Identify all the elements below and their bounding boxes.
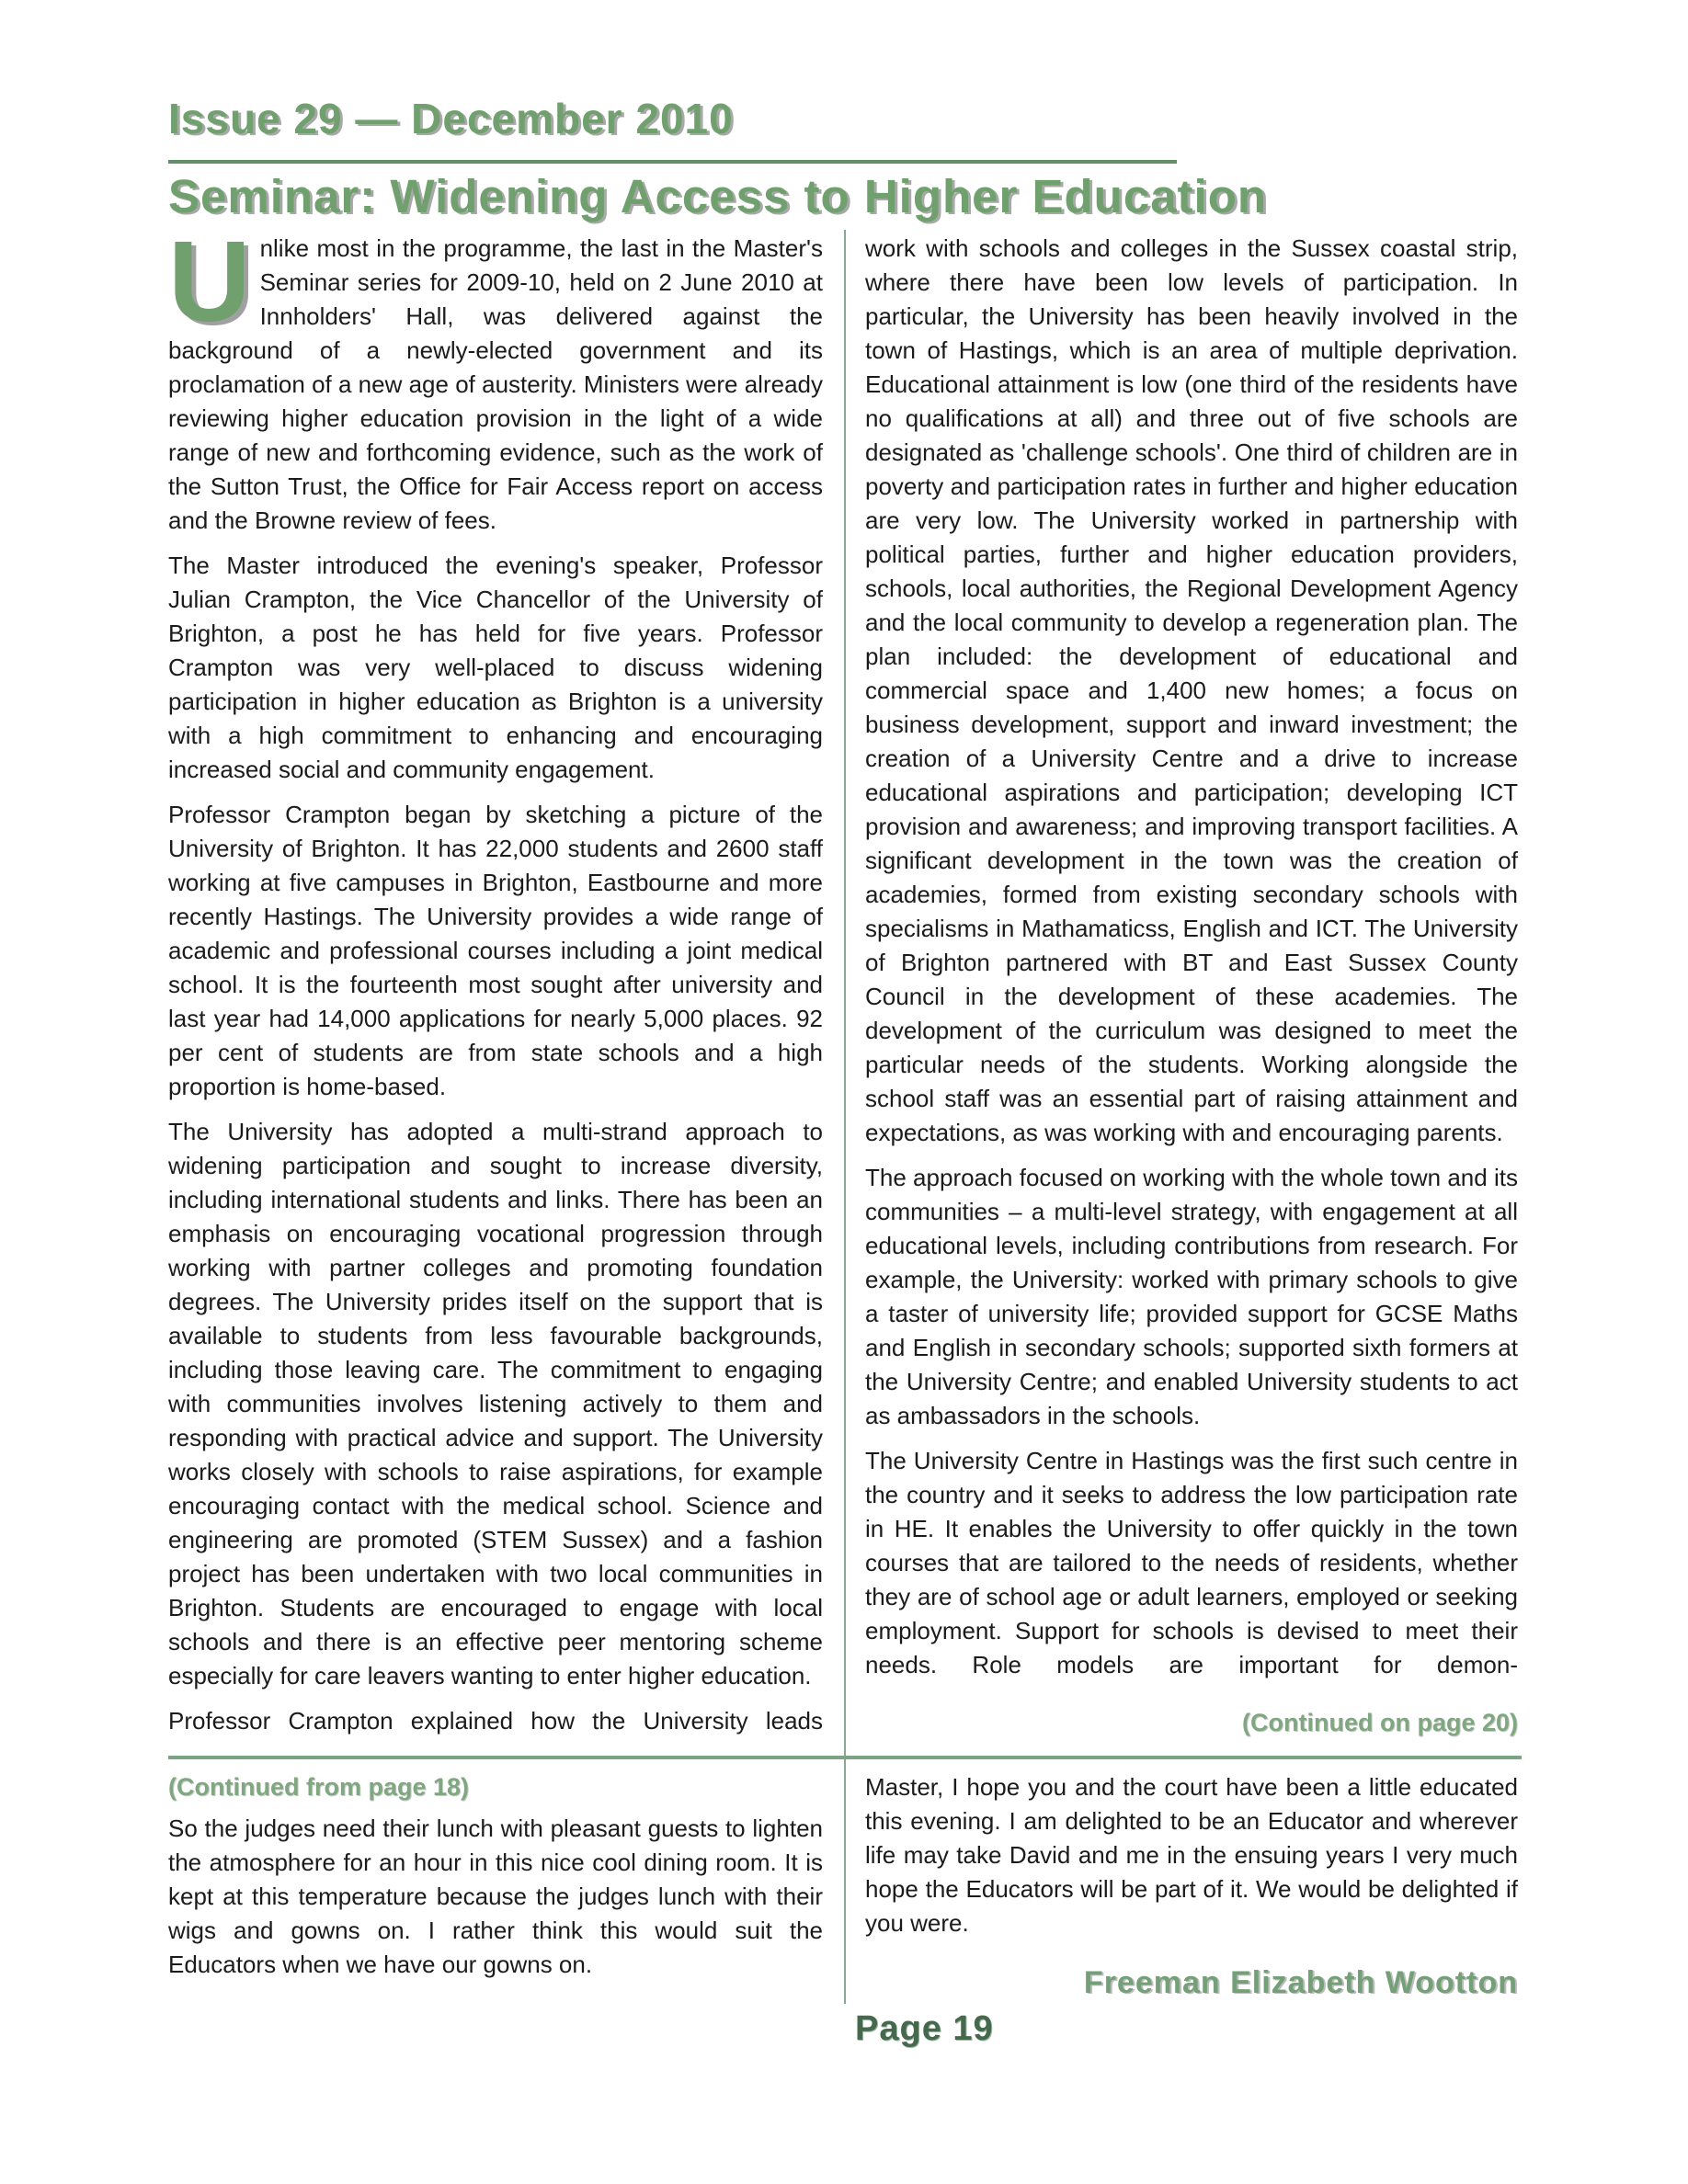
article-column-right: [865, 232, 1518, 1740]
header-rule: [168, 160, 1177, 164]
article-title: Seminar: Widening Access to Higher Education: [168, 170, 1268, 222]
paragraph: Master, I hope you and the court have been a little educated this evening. I am delighted to be an Educator and wherever life may take David and me in the ensuing years I very much hope the Educators will be part of it. We would be delighted if you were.: [865, 1773, 1518, 1937]
paragraph: Professor Crampton explained how the University leads: [168, 1707, 823, 1735]
article-column-left: [168, 219, 823, 1749]
paragraph: So the judges need their lunch with pleasant guests to lighten the atmosphere for an hour in this nice cool dining room. It is kept at this temperature because the judges lunch with their wigs and gowns on. I rather think this would suit the Educators when we have our gowns on.: [168, 1814, 823, 1978]
paragraph: The University has adopted a multi-strand approach to widening participation and sought to increase diversity, including international students and links. There has been an emphasis on encouraging vocational progression through working with partner colleges and promoting foundation degrees. The University prides itself on the support that is available to students from less favourable backgrounds, including those leaving care. The commitment to engaging with communities involves listening actively to them and responding with practical advice and support. The University works closely with schools to raise aspirations, for example encouraging contact with the medical school. Science and engineering are promoted (STEM Sussex) and a fashion project has been undertaken with two local communities in Brighton. Students are encouraged to engage with local schools and there is an effective peer mentoring scheme especially for care leavers wanting to enter higher education.: [168, 1118, 823, 1689]
paragraph: work with schools and colleges in the Sussex coastal strip, where there have been low levels of participation. In particular, the University has been heavily involved in the town of Hastings, which is an area of multiple deprivation. Educational attainment is low (one third of the residents have no qualifications at all) and three out of five schools are designated as 'challenge schools'. One third of children are in poverty and participation rates in further and higher education are very low. The University worked in partnership with political parties, further and higher education providers, schools, local authorities, the Regional Development Agency and the local community to develop a regeneration plan. The plan included: the development of educational and commercial space and 1,400 new homes; a focus on business development, support and inward investment; the creation of a University Centre and a drive to increase educational aspirations and participation; developing ICT provision and awareness; and improving transport facilities. A significant development in the town was the creation of academies, formed from existing secondary schools with specialisms in Mathamaticss, English and ICT. The University of Brighton partnered with BT and East Sussex County Council in the development of these academies. The development of the curriculum was designed to meet the particular needs of the students. Working alongside the school staff was an essential part of raising attainment and expectations, as was working with and encouraging parents.: [865, 234, 1518, 1146]
paragraph: The Master introduced the evening's speaker, Professor Julian Crampton, the Vice Chancellor of the University of Brighton, a post he has held for five years. Professor Crampton was very well-placed to discuss widening participation in higher education as Brighton is a university with a high commitment to enhancing and encouraging increased social and community engagement.: [168, 552, 823, 783]
paragraph: The University Centre in Hastings was the first such centre in the country and it seeks to address the low participation rate in HE. It enables the University to offer quickly in the town courses that are tailored to the needs of residents, whether they are of school age or adult learners, employed or seeking employment. Support for schools is devised to meet their needs. Role models are important for demon-: [865, 1447, 1518, 1678]
drop-cap: U: [168, 219, 251, 346]
paragraph: The approach focused on working with the whole town and its communities – a multi-level strategy, with engagement at all educational levels, including contributions from research. For example, the University: worked with primary schools to give a taster of university life; provided support for GCSE Maths and English in secondary schools; supported sixth formers at the University Centre; and enabled University students to act as ambassadors in the schools.: [865, 1164, 1518, 1429]
page-number: Page 19: [855, 2009, 994, 2048]
signature: Freeman Elizabeth Wootton: [1083, 1965, 1518, 2000]
continuation-column-left: [168, 1770, 823, 1982]
section-rule: [168, 1756, 1522, 1759]
issue-line: Issue 29 — December 2010: [168, 95, 734, 142]
paragraph-text: nlike most in the programme, the last in the Master's Seminar series for 2009-10, held on 2 June 2010 at Innholders' Hall, was delivered against the background of a newly-elected government and its proclamation of a new age of austerity. Ministers were already reviewing higher education provision in the light of a wide range of new and forthcoming evidence, such as the work of the Sutton Trust, the Office for Fair Access report on access and the Browne review of fees.: [168, 234, 823, 534]
paragraph: Professor Crampton began by sketching a picture of the University of Brighton. It has 22,000 students and 2600 staff working at five campuses in Brighton, Eastbourne and more recently Hastings. The University provides a wide range of academic and professional courses including a joint medical school. It is the fourteenth most sought after university and last year had 14,000 applications for nearly 5,000 places. 92 per cent of students are from state schools and a high proportion is home-based.: [168, 801, 823, 1100]
continued-on-note: (Continued on page 20): [1242, 1709, 1518, 1736]
column-divider: [844, 230, 846, 2004]
continued-from-note: (Continued from page 18): [168, 1773, 470, 1801]
paragraph: [168, 219, 823, 538]
continuation-column-right: [865, 1770, 1518, 2000]
